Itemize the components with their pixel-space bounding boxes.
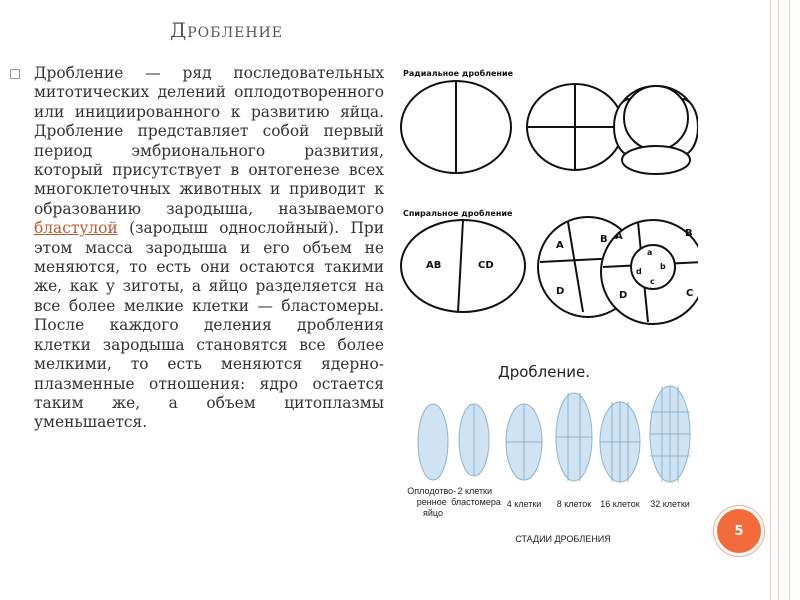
cell-letter-a: A [556, 240, 564, 251]
cell-letter-c-small: c [650, 277, 655, 286]
stage-1-egg [418, 404, 448, 480]
stage-caption-2: 2 клетки бластомера [451, 486, 501, 507]
radial-cleavage-label: Радиальное дробление [403, 69, 513, 78]
bullet-icon [10, 69, 20, 79]
cell-letter-ab: AB [426, 260, 442, 271]
stage-caption-5: 16 клеток [600, 499, 640, 509]
radial-2-cell [401, 81, 511, 173]
cell-letter-a-small: a [647, 248, 653, 257]
cell-letter-d-8: D [619, 290, 628, 301]
spiral-cleavage-label: Спиральное дробление [403, 209, 513, 218]
stage-4-cell [506, 404, 542, 480]
stages-title: Дробление. [498, 363, 591, 381]
cell-letter-d: D [556, 286, 565, 297]
stage-caption-3: 4 клетки [506, 499, 542, 509]
radial-8-cell [614, 86, 698, 174]
stage-caption-1: Оплодотво- ренное яйцо [407, 486, 457, 518]
stage-8-cell [556, 393, 592, 481]
body-text-part1: Дробление — ряд последовательных митотических делений оплодотворенного или инициированного к развитию яйца. Дробление представляет собой первый период эмбрионального развития, который присутствует в онтогенезе всех многоклеточных животных и приводит к образованию зародыша, называемого [34, 64, 384, 218]
cell-letter-c-8: C [686, 288, 694, 299]
cell-letter-d-small: d [636, 267, 642, 276]
stage-caption-6: 32 клетки [650, 499, 690, 509]
body-text-part2: (зародыш однослойный). При этом масса зародыша и его объем не меняются, то есть они остаются такими же, как у зиготы, а яйцо разделяется на все более мелкие клетки — бластомеры. После каждого деления дробления клетки зародыша становятся все более мелкими, то есть меняются ядерно-плазменные отношения: ядро остается таким же, а объем цитоплазмы уменьшается. [34, 219, 384, 432]
cleavage-figure [398, 62, 698, 552]
stage-16-cell [600, 402, 640, 482]
decorative-line [770, 0, 771, 600]
blastula-link[interactable]: бластулой [34, 219, 118, 238]
body-paragraph [34, 64, 384, 433]
stage-32-cell [650, 386, 690, 482]
radial-4-cell [527, 84, 623, 170]
cell-letter-a-8: A [615, 231, 623, 242]
decorative-line [789, 0, 790, 600]
stages-footer: СТАДИИ ДРОБЛЕНИЯ [515, 534, 611, 544]
cell-letter-b-8: B [685, 228, 693, 239]
stage-caption-4: 8 клеток [556, 499, 592, 509]
decorative-line [778, 0, 779, 600]
stage-2-cell [459, 404, 489, 476]
spiral-2-cell [401, 220, 525, 312]
cell-letter-b: B [600, 234, 608, 245]
cell-letter-cd: CD [478, 260, 494, 271]
page-number-badge: 5 [714, 506, 764, 556]
slide-title: Дробление [170, 18, 283, 42]
cell-letter-b-small: b [660, 262, 666, 271]
